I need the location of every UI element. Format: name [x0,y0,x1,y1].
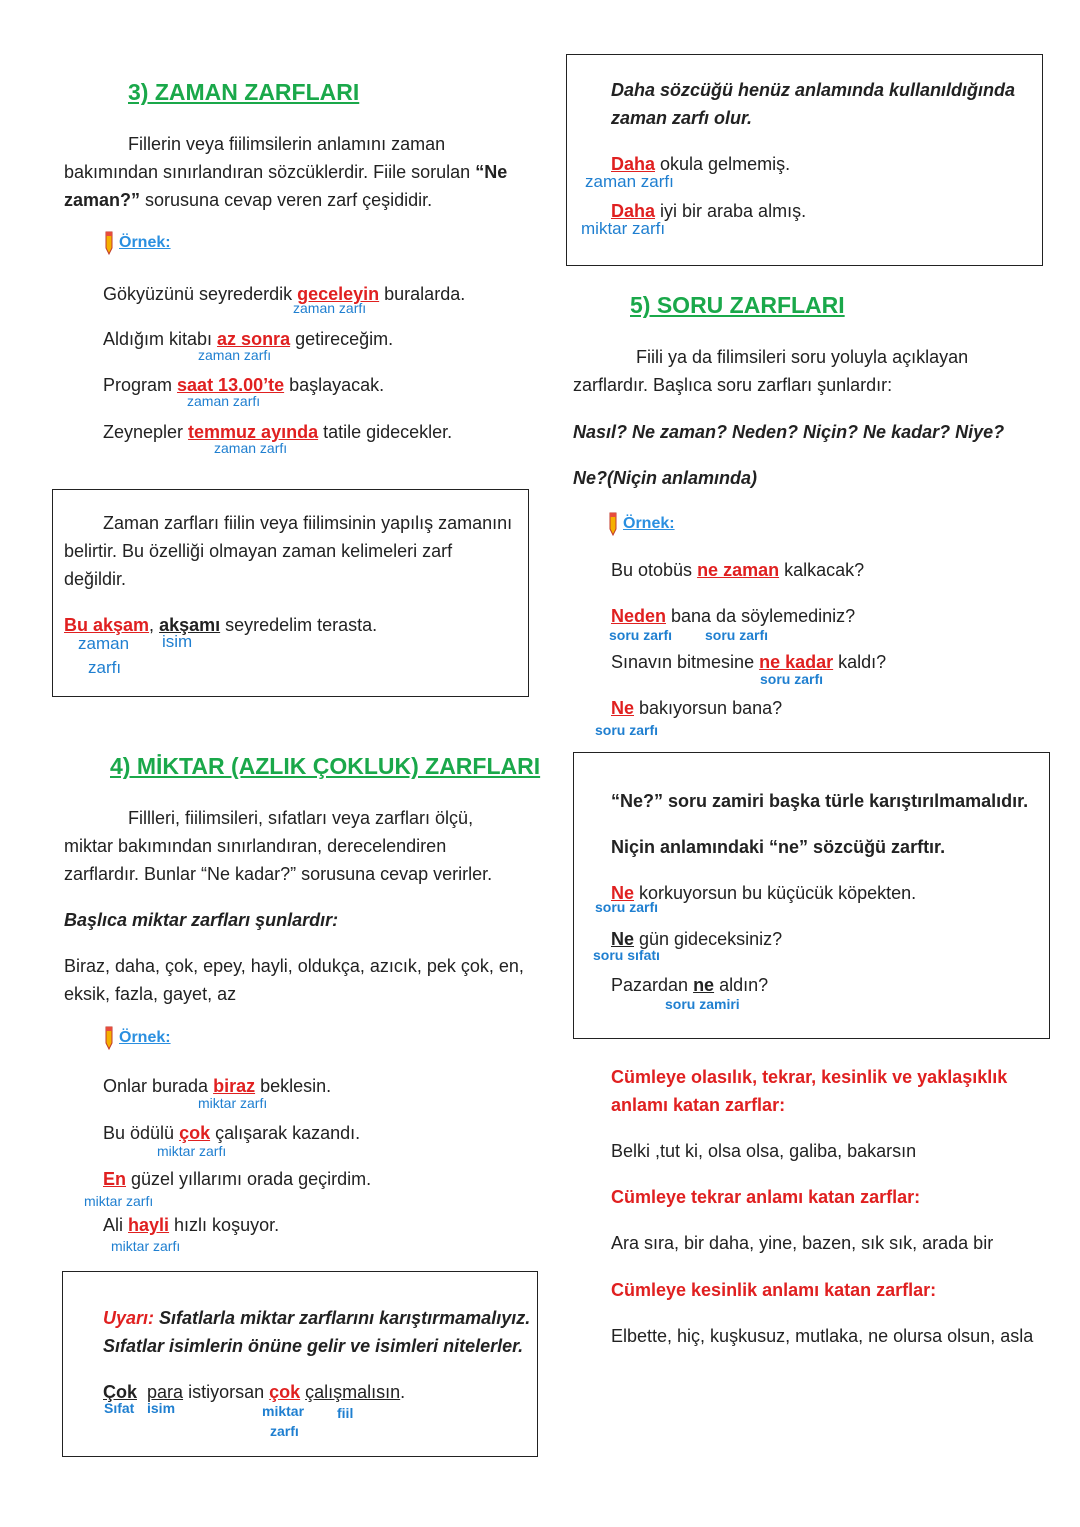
s4-example-3: En güzel yıllarımı orada geçirdim. [103,1169,372,1189]
s3-example-2: Aldığım kitabı az sonra getireceğim. [103,329,394,349]
s5-note-line1: “Ne?” soru zamiri başka türle karıştırılmamalıdır. [611,791,1029,811]
s5-example-2-label-2: soru zarfı [705,627,769,643]
s4-subheading: Başlıca miktar zarfları şunlardır: [64,910,339,930]
section-3-title: 3) ZAMAN ZARFLARI [128,79,360,105]
s3-note-example: Bu akşam, akşamı seyredelim terasta. [64,615,378,635]
s4-example-3-label: miktar zarfı [84,1193,154,1209]
s4-warning-line1: Uyarı: Sıfatlarla miktar zarflarını karıştırmamalıyız. [103,1308,531,1328]
s4-example-2-label: miktar zarfı [157,1143,227,1159]
pencil-icon [102,230,118,256]
s4-para-line1: Fillleri, fiilimsileri, sıfatları veya zarfları ölçü, [128,808,474,828]
s3-note-label-isim: isim [162,632,193,651]
s3-note-line2: belirtir. Bu özelliği olmayan zaman kelimeleri zarf [64,541,453,561]
s3-example-4-label: zaman zarfı [214,440,288,456]
s3-example-3: Program saat 13.00’te başlayacak. [103,375,385,395]
s5-example-1: Bu otobüs ne zaman kalkacak? [611,560,865,580]
s4-warning-example: Çok para istiyorsan çok çalışmalısın. [103,1382,406,1402]
s5-list-line1: Nasıl? Ne zaman? Neden? Niçin? Ne kadar? Niye? [573,422,1005,442]
s4-example-2: Bu ödülü çok çalışarak kazandı. [103,1123,361,1143]
s4-warning-label-zarfi: zarfı [270,1423,299,1439]
s3-example-2-label: zaman zarfı [198,347,272,363]
extra-heading-2: Cümleye tekrar anlamı katan zarflar: [611,1187,921,1207]
s4-para-line3: zarflardır. Bunlar “Ne kadar?” sorusuna cevap verirler. [64,864,493,884]
s5-note-example-1-label: soru zarfı [595,899,659,915]
s3-note-line3: değildir. [64,569,127,589]
s4-example-4: Ali hayli hızlı koşuyor. [103,1215,280,1235]
s4-list-line2: eksik, fazla, gayet, az [64,984,237,1004]
s5-example-4-label: soru zarfı [595,722,659,738]
s4-warning-box [62,1271,538,1457]
extra-heading-1b: anlamı katan zarflar: [611,1095,786,1115]
s3-para-line2: bakımından sınırlandıran sözcüklerdir. Fiile sorulan “Ne [64,162,508,182]
s3-note-label-zarfi: zarfı [88,658,122,677]
daha-note-line1: Daha sözcüğü henüz anlamında kullanıldığında [611,80,1016,100]
s5-note-example-3-label: soru zamiri [665,996,740,1012]
s5-note-line2: Niçin anlamındaki “ne” sözcüğü zarftır. [611,837,946,857]
s5-example-2-label-1: soru zarfı [609,627,673,643]
s3-example-1: Gökyüzünü seyrederdik geceleyin buralarda. [103,284,466,304]
s5-note-example-1: Ne korkuyorsun bu küçücük köpekten. [611,883,917,903]
ornek-label: Örnek: [102,230,171,256]
pencil-icon [606,511,622,537]
s4-example-1-label: miktar zarfı [198,1095,268,1111]
s4-warning-line2: Sıfatlar isimlerin önüne gelir ve isimleri nitelerler. [103,1336,524,1356]
s3-example-4: Zeynepler temmuz ayında tatile gidecekler. [103,422,453,442]
s4-para-line2: miktar bakımından sınırlandıran, derecelendiren [64,836,447,856]
s5-note-example-3: Pazardan ne aldın? [611,975,769,995]
s5-list-line2: Ne?(Niçin anlamında) [573,468,758,488]
s5-example-4: Ne bakıyorsun bana? [611,698,783,718]
ornek-label: Örnek: [102,1025,171,1051]
s4-warning-label-fiil: fiil [337,1405,354,1421]
s5-para-line1: Fiili ya da filimsileri soru yoluyla açıklayan [636,347,969,367]
s3-para-line3: zaman?” sorusuna cevap veren zarf çeşididir. [64,190,433,210]
pencil-icon [102,1025,118,1051]
s5-note-example-2: Ne gün gideceksiniz? [611,929,783,949]
s4-warning-label-isim: isim [147,1400,176,1416]
s3-para-line1: Fillerin veya fiilimsilerin anlamını zaman [128,134,446,154]
extra-heading-3: Cümleye kesinlik anlamı katan zarflar: [611,1280,937,1300]
section-4-title: 4) MİKTAR (AZLIK ÇOKLUK) ZARFLARI [110,753,541,779]
daha-note-line2: zaman zarfı olur. [611,108,753,128]
s3-example-1-label: zaman zarfı [293,300,367,316]
s4-warning-label-sifat: Sıfat [104,1400,135,1416]
ornek-label: Örnek: [606,511,675,537]
s3-note-label-zaman: zaman [78,634,130,653]
s4-example-1: Onlar burada biraz beklesin. [103,1076,332,1096]
extra-list-1: Belki ,tut ki, olsa olsa, galiba, bakarsın [611,1141,917,1161]
extra-list-3: Elbette, hiç, kuşkusuz, mutlaka, ne olursa olsun, asla [611,1326,1034,1346]
daha-example-2: Daha iyi bir araba almış. [611,201,807,221]
daha-example-1-label: zaman zarfı [585,172,674,191]
s5-example-3-label: soru zarfı [760,671,824,687]
daha-example-1: Daha okula gelmemiş. [611,154,791,174]
extra-list-2: Ara sıra, bir daha, yine, bazen, sık sık, arada bir [611,1233,994,1253]
section-5-title: 5) SORU ZARFLARI [630,292,845,318]
s5-note-example-2-label: soru sıfatı [593,947,660,963]
s5-example-3: Sınavın bitmesine ne kadar kaldı? [611,652,887,672]
daha-example-2-label: miktar zarfı [581,219,666,238]
s3-example-3-label: zaman zarfı [187,393,261,409]
extra-heading-1a: Cümleye olasılık, tekrar, kesinlik ve yaklaşıklık [611,1067,1008,1087]
s4-example-4-label: miktar zarfı [111,1238,181,1254]
s3-note-line1: Zaman zarfları fiilin veya fiilimsinin yapılış zamanını [103,513,513,533]
s4-warning-label-miktar: miktar [262,1403,305,1419]
s4-list-line1: Biraz, daha, çok, epey, hayli, oldukça, azıcık, pek çok, en, [64,956,524,976]
s5-para-line2: zarflardır. Başlıca soru zarfları şunlardır: [573,375,893,395]
s5-example-2: Neden bana da söylemediniz? [611,606,856,626]
